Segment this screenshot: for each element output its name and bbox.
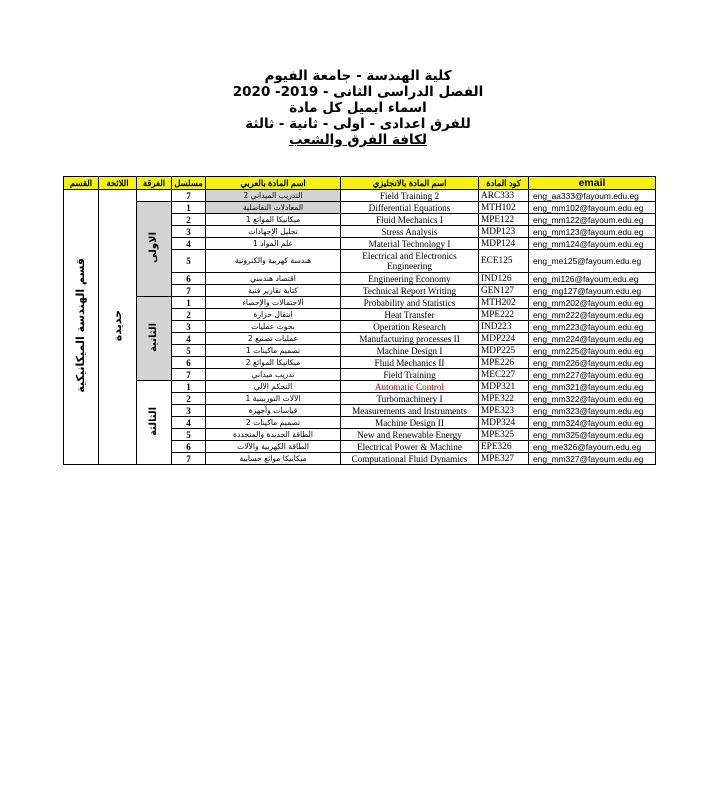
english-name-cell: Electrical and Electronics Engineering [341, 250, 479, 273]
email-cell: eng_me125@fayoum.edu.eg [529, 250, 656, 273]
serial-cell: 7 [172, 453, 206, 465]
regulation-cell [99, 190, 137, 465]
email-cell: eng_mi126@fayoum.edu.eg [529, 273, 656, 285]
email-cell: eng_mm327@fayoum.edu.eg [529, 453, 656, 465]
code-cell: IND126 [479, 273, 529, 285]
code-cell: ARC333 [479, 190, 529, 202]
english-name-cell: Material Technology I [341, 238, 479, 250]
code-cell: MPE323 [479, 405, 529, 417]
serial-cell: 4 [172, 417, 206, 429]
english-name-cell: Machine Design I [341, 345, 479, 357]
code-cell: ECE125 [479, 250, 529, 273]
arabic-name-cell: تصميم ماكينات 2 [206, 417, 341, 429]
email-cell: eng_mm324@fayoum.edu.eg [529, 417, 656, 429]
serial-cell: 6 [172, 357, 206, 369]
arabic-name-cell: تصميم ماكينات 1 [206, 345, 341, 357]
code-cell: MTH102 [479, 202, 529, 214]
header-regulation: اللائحة [99, 177, 137, 190]
code-cell: MPE222 [479, 309, 529, 321]
arabic-name-cell: التحكم الآلي [206, 381, 341, 393]
code-cell: MDP224 [479, 333, 529, 345]
email-cell: eng_mm325@fayoum.edu.eg [529, 429, 656, 441]
document-header [0, 68, 716, 148]
year-cell-third [137, 381, 172, 465]
code-cell: MDP324 [479, 417, 529, 429]
email-cell: eng_mm223@fayoum.edu.eg [529, 321, 656, 333]
faculty-title: كلية الهندسة - جامعة الفيوم [264, 68, 452, 84]
emails-title: اسماء ايميل كل مادة [289, 100, 427, 116]
arabic-name-cell: الاحتمالات والإحصاء [206, 297, 341, 309]
serial-cell: 1 [172, 381, 206, 393]
english-name-cell: Differential Equations [341, 202, 479, 214]
code-cell: IND223 [479, 321, 529, 333]
table-row [64, 381, 656, 393]
serial-cell: 2 [172, 393, 206, 405]
regulation-label: جديدة [110, 309, 124, 342]
english-name-cell: Electrical Power & Machine [341, 441, 479, 453]
arabic-name-cell: تحليل الإجهادات [206, 226, 341, 238]
header-email: email [529, 177, 656, 190]
arabic-name-cell: بحوث عمليات [206, 321, 341, 333]
year-label: الثالثة [148, 406, 159, 436]
serial-cell: 2 [172, 214, 206, 226]
year-cell-empty [137, 190, 172, 202]
email-cell: eng_mm124@fayoum.edu.eg [529, 238, 656, 250]
code-cell: MDP225 [479, 345, 529, 357]
arabic-name-cell: قياسات وأجهزة [206, 405, 341, 417]
header-code: كود المادة [479, 177, 529, 190]
english-name-cell: Field Training [341, 369, 479, 381]
email-cell: eng_mm226@fayoum.edu.eg [529, 357, 656, 369]
arabic-name-cell: كتابة تقارير فنية [206, 285, 341, 297]
arabic-name-cell: انتقال حرارة [206, 309, 341, 321]
arabic-name-cell: علم المواد 1 [206, 238, 341, 250]
english-name-cell: Probability and Statistics [341, 297, 479, 309]
header-serial: مسلسل [172, 177, 206, 190]
department-cell [64, 190, 99, 465]
english-name-cell: Measurements and Instruments [341, 405, 479, 417]
english-name-cell: Computational Fluid Dynamics [341, 453, 479, 465]
header-department: القسم [64, 177, 99, 190]
code-cell: MTH202 [479, 297, 529, 309]
code-cell: EPE326 [479, 441, 529, 453]
code-cell: MPE325 [479, 429, 529, 441]
serial-cell: 7 [172, 285, 206, 297]
email-cell: eng_me326@fayoum.edu.eg [529, 441, 656, 453]
header-arabic-name: اسم المادة بالعربي [206, 177, 341, 190]
english-name-cell: Operation Research [341, 321, 479, 333]
serial-cell: 5 [172, 345, 206, 357]
english-name-cell: Fluid Mechanics I [341, 214, 479, 226]
arabic-name-cell: تدريب ميداني [206, 369, 341, 381]
email-cell: eng_mm322@fayoum.edu.eg [529, 393, 656, 405]
serial-cell: 4 [172, 333, 206, 345]
email-cell: eng_mm102@fayoum.edu.eg [529, 202, 656, 214]
serial-cell: 7 [172, 190, 206, 202]
arabic-name-cell: اقتصاد هندسي [206, 273, 341, 285]
code-cell: MDP123 [479, 226, 529, 238]
code-cell: GEN127 [479, 285, 529, 297]
code-cell: MPE122 [479, 214, 529, 226]
arabic-name-cell: هندسة كهربية والكترونية [206, 250, 341, 273]
code-cell: MPE327 [479, 453, 529, 465]
table-row [64, 190, 656, 202]
english-name-cell: Technical Report Writing [341, 285, 479, 297]
header-english-name: اسم المادة بالانجليزي [341, 177, 479, 190]
arabic-name-cell: عمليات تصنيع 2 [206, 333, 341, 345]
semester-title: الفصل الدراسى الثانى - 2019- 2020 [232, 84, 484, 100]
department-label: قسم الهندسة الميكانيكية [74, 258, 87, 393]
code-cell: MEC227 [479, 369, 529, 381]
arabic-name-cell: ميكانيكا موائع حسابية [206, 453, 341, 465]
serial-cell: 5 [172, 250, 206, 273]
table-row [64, 297, 656, 309]
code-cell: MDP124 [479, 238, 529, 250]
table-header-row [64, 177, 656, 190]
email-cell: eng_mm321@fayoum.edu.eg [529, 381, 656, 393]
header-year: الفرقة [137, 177, 172, 190]
english-name-cell: Turbomachinery I [341, 393, 479, 405]
all-divisions-title: لكافة الفرق والشعب [288, 132, 428, 148]
serial-cell: 3 [172, 226, 206, 238]
serial-cell: 7 [172, 369, 206, 381]
email-cell: eng_mm225@fayoum.edu.eg [529, 345, 656, 357]
english-name-cell: Automatic Control [341, 381, 479, 393]
code-cell: MPE322 [479, 393, 529, 405]
email-cell: eng_mm323@fayoum.edu.eg [529, 405, 656, 417]
email-cell: eng_mg127@fayoum.edu.eg [529, 285, 656, 297]
arabic-name-cell: ميكانيكا الموائع 1 [206, 214, 341, 226]
levels-title: للفرق اعدادى - اولى - ثانية - ثالثة [245, 116, 471, 132]
serial-cell: 2 [172, 309, 206, 321]
serial-cell: 3 [172, 405, 206, 417]
table-row [64, 202, 656, 214]
serial-cell: 6 [172, 273, 206, 285]
english-name-cell: Stress Analysis [341, 226, 479, 238]
arabic-name-cell: الآلات التوربينية 1 [206, 393, 341, 405]
serial-cell: 1 [172, 202, 206, 214]
year-label: الثانية [148, 322, 159, 352]
serial-cell: 6 [172, 441, 206, 453]
arabic-name-cell: ميكانيكا الموائع 2 [206, 357, 341, 369]
english-name-cell: Machine Design II [341, 417, 479, 429]
serial-cell: 4 [172, 238, 206, 250]
year-cell-first [137, 202, 172, 297]
serial-cell: 1 [172, 297, 206, 309]
english-name-cell: Manufacturing processes II [341, 333, 479, 345]
serial-cell: 3 [172, 321, 206, 333]
english-name-cell: Field Training 2 [341, 190, 479, 202]
english-name-cell: Fluid Mechanics II [341, 357, 479, 369]
email-cell: eng_mm123@fayoum.edu.eg [529, 226, 656, 238]
email-cell: eng_mm202@fayoum.edu.eg [529, 297, 656, 309]
code-cell: MDP321 [479, 381, 529, 393]
year-cell-second [137, 297, 172, 381]
arabic-name-cell: المعادلات التفاضلية [206, 202, 341, 214]
email-cell: eng_aa333@fayoum.edu.eg [529, 190, 656, 202]
email-cell: eng_mm224@fayoum.edu.eg [529, 333, 656, 345]
english-name-cell: New and Renewable Energy [341, 429, 479, 441]
year-label: الاولى [148, 232, 159, 263]
code-cell: MPE226 [479, 357, 529, 369]
english-name-cell: Engineering Economy [341, 273, 479, 285]
arabic-name-cell: التدريب الميداني 2 [206, 190, 341, 202]
arabic-name-cell: الطاقة الكهربية والآلات [206, 441, 341, 453]
serial-cell: 5 [172, 429, 206, 441]
arabic-name-cell: الطاقة الجديدة والمتجددة [206, 429, 341, 441]
email-cell: eng_mm227@fayoum.edu.eg [529, 369, 656, 381]
english-name-cell: Heat Transfer [341, 309, 479, 321]
course-email-table [63, 176, 656, 465]
email-cell: eng_mm222@fayoum.edu.eg [529, 309, 656, 321]
email-cell: eng_mm122@fayoum.edu.eg [529, 214, 656, 226]
